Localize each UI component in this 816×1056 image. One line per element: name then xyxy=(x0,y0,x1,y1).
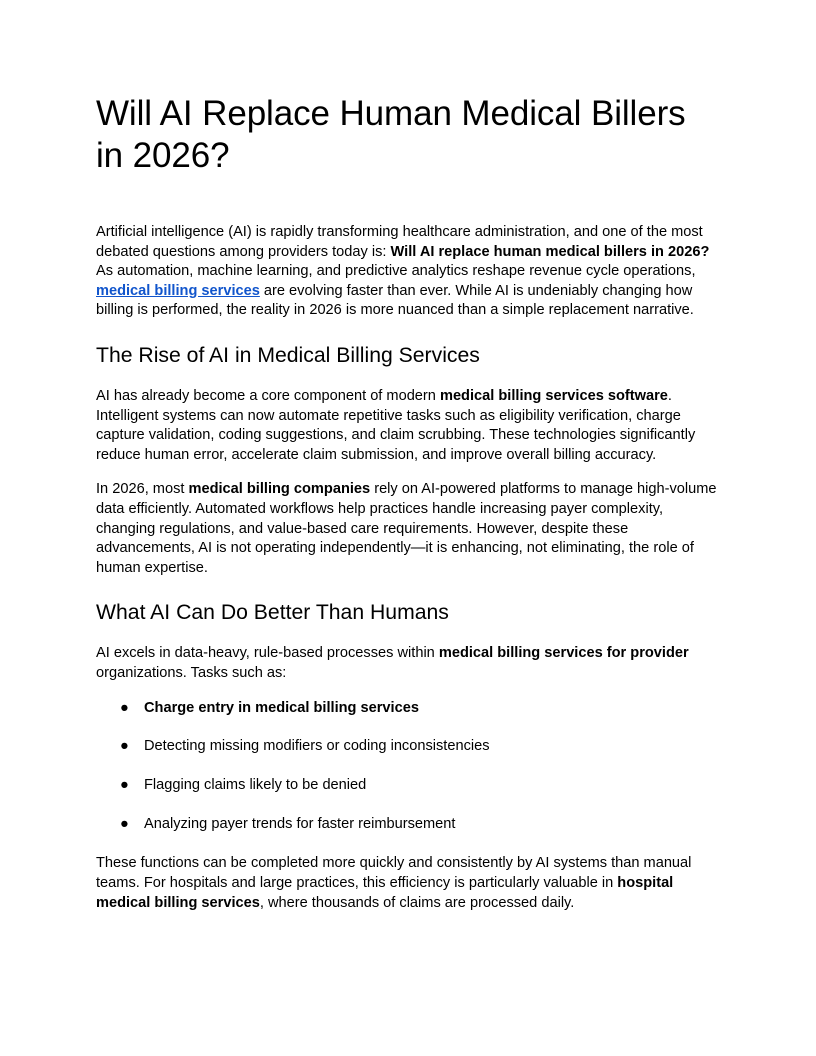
section2-paragraph-1 xyxy=(96,644,722,683)
s2p2-text-2: , where thousands of claims are processed daily. xyxy=(259,894,575,911)
section1-paragraph-2 xyxy=(96,480,722,578)
intro-text-3: are evolving faster than ever. While AI is undeniably changing how billing is performed, the reality in 2026 is more nuanced than a simple replacement narrative. xyxy=(96,282,694,319)
bullet-icon: ● xyxy=(120,777,129,794)
s1p1-text-2: . Intelligent systems can now automate repetitive tasks such as eligibility verification, charge capture validation, coding suggestions, and claim scrubbing. These technologies significantly reduce human error, accelerate claim submission, and improve overall billing accuracy. xyxy=(96,387,696,463)
list-item-text: Analyzing payer trends for faster reimbursement xyxy=(144,815,456,832)
s1p1-bold: medical billing services software xyxy=(439,387,668,404)
list-item-text: Flagging claims likely to be denied xyxy=(144,777,367,794)
list-item-text: Charge entry in medical billing services xyxy=(144,699,419,716)
list-item xyxy=(96,737,722,757)
intro-text-1: Artificial intelligence (AI) is rapidly transforming healthcare administration, and one of the most debated questions among providers today is: xyxy=(96,224,703,260)
list-item xyxy=(96,699,722,719)
section2-paragraph-2 xyxy=(96,854,722,913)
section-heading-rise-of-ai: The Rise of AI in Medical Billing Services xyxy=(96,343,480,367)
document-page xyxy=(96,93,722,913)
s1p2-text-2: rely on AI-powered platforms to manage high-volume data efficiently. Automated workflows help practices handle increasing payer complexity, changing regulations, and value-based care requirements. However, despite these advancements, AI is not operating independently—it is enhancing, not eliminating, the role of human expertise. xyxy=(96,481,717,576)
section-heading-what-ai-can-do: What AI Can Do Better Than Humans xyxy=(96,601,449,625)
list-item xyxy=(96,815,722,835)
bullet-icon: ● xyxy=(120,699,129,716)
intro-bold-question: Will AI replace human medical billers in 2026? xyxy=(390,243,710,260)
bullet-icon: ● xyxy=(120,738,129,755)
s2p2-text-1: These functions can be completed more quickly and consistently by AI systems than manual teams. For hospitals and large practices, this efficiency is particularly valuable in xyxy=(96,855,692,892)
intro-paragraph xyxy=(96,223,722,321)
bullet-icon: ● xyxy=(120,815,129,832)
document-title: Will AI Replace Human Medical Billers in 2026? xyxy=(96,94,686,175)
s2p1-text-2: organizations. Tasks such as: xyxy=(96,664,287,681)
ai-tasks-list xyxy=(96,699,722,835)
section1-paragraph-1 xyxy=(96,387,722,465)
s2p1-text-1: AI excels in data-heavy, rule-based processes within xyxy=(96,645,439,662)
s2p1-bold: medical billing services for provider xyxy=(438,645,689,662)
s1p1-text-1: AI has already become a core component of modern xyxy=(96,387,440,404)
list-item-text: Detecting missing modifiers or coding inconsistencies xyxy=(144,738,490,755)
s2p2-bold: hospital medical billing services xyxy=(96,875,674,911)
s1p2-bold: medical billing companies xyxy=(188,481,371,498)
list-item xyxy=(96,776,722,796)
medical-billing-services-link[interactable]: medical billing services xyxy=(96,282,260,299)
s1p2-text-1: In 2026, most xyxy=(96,481,189,498)
intro-text-2: As automation, machine learning, and predictive analytics reshape revenue cycle operations, xyxy=(96,263,696,280)
